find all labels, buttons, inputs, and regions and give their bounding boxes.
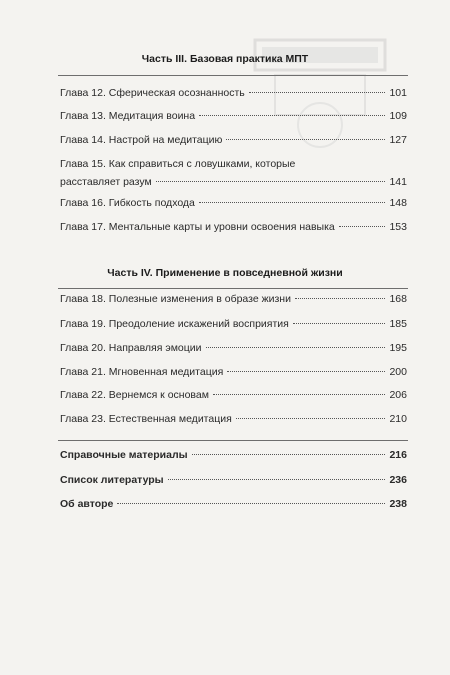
toc-entry-ch20[interactable] bbox=[60, 341, 407, 355]
toc-entry-ch15[interactable] bbox=[60, 157, 407, 189]
leader-dots bbox=[213, 394, 385, 395]
toc-entry-ch12[interactable] bbox=[60, 86, 407, 100]
toc-entry-page: 206 bbox=[389, 389, 407, 401]
toc-entry-title: Глава 14. Настрой на медитацию bbox=[60, 134, 223, 146]
toc-entry-title: Глава 21. Мгновенная медитация bbox=[60, 366, 224, 378]
toc-entry-page: 238 bbox=[389, 498, 407, 510]
toc-entry-page: 101 bbox=[389, 87, 407, 99]
part-4-heading: Часть IV. Применение в повседневной жизни bbox=[107, 267, 343, 279]
toc-entry-ch22[interactable] bbox=[60, 388, 407, 402]
toc-entry-title: Справочные материалы bbox=[60, 449, 188, 461]
leader-dots bbox=[117, 503, 385, 504]
leader-dots bbox=[295, 298, 385, 299]
toc-entry-title: Глава 20. Направляя эмоции bbox=[60, 342, 202, 354]
toc-entry-page: 168 bbox=[389, 293, 407, 305]
toc-entry-ch16[interactable] bbox=[60, 196, 407, 210]
toc-entry-ch14[interactable] bbox=[60, 133, 407, 147]
toc-entry-title: Глава 23. Естественная медитация bbox=[60, 413, 232, 425]
leader-dots bbox=[226, 139, 385, 140]
section-rule bbox=[58, 288, 408, 289]
leader-dots bbox=[206, 347, 386, 348]
leader-dots bbox=[156, 181, 385, 182]
toc-entry-page: 127 bbox=[389, 134, 407, 146]
leader-dots bbox=[249, 92, 385, 93]
leader-dots bbox=[227, 371, 385, 372]
toc-entry-title: Об авторе bbox=[60, 498, 114, 510]
toc-entry-title: Глава 12. Сферическая осознанность bbox=[60, 87, 245, 99]
toc-entry-page: 195 bbox=[389, 342, 407, 354]
toc-entry-title: Глава 16. Гибкость подхода bbox=[60, 197, 195, 209]
toc-entry-title: Список литературы bbox=[60, 474, 164, 486]
leader-dots bbox=[293, 323, 385, 324]
toc-entry-title: Глава 19. Преодоление искажений восприятия bbox=[60, 318, 289, 330]
leader-dots bbox=[199, 202, 385, 203]
section-rule bbox=[58, 75, 408, 76]
toc-entry-page: 109 bbox=[389, 110, 407, 122]
toc-entry-page: 141 bbox=[389, 176, 407, 188]
leader-dots bbox=[236, 418, 385, 419]
toc-entry-title-line2: расставляет разум bbox=[60, 176, 152, 188]
toc-entry-ch21[interactable] bbox=[60, 365, 407, 379]
toc-entry-page: 148 bbox=[389, 197, 407, 209]
toc-entry-title: Глава 17. Ментальные карты и уровни освоения навыка bbox=[60, 221, 335, 233]
part-3-heading: Часть III. Базовая практика МПТ bbox=[141, 53, 309, 65]
leader-dots bbox=[339, 226, 385, 227]
toc-entry-page: 185 bbox=[389, 318, 407, 330]
toc-entry-page: 153 bbox=[389, 221, 407, 233]
section-rule bbox=[58, 440, 408, 441]
toc-entry-title: Глава 18. Полезные изменения в образе жизни bbox=[60, 293, 291, 305]
leader-dots bbox=[168, 479, 385, 480]
toc-entry-about-author[interactable] bbox=[60, 497, 407, 511]
toc-entry-page: 216 bbox=[389, 449, 407, 461]
toc-entry-ch23[interactable] bbox=[60, 412, 407, 426]
leader-dots bbox=[192, 454, 385, 455]
toc-entry-ch17[interactable] bbox=[60, 220, 407, 234]
toc-entry-title: Глава 22. Вернемся к основам bbox=[60, 389, 209, 401]
toc-entry-ch13[interactable] bbox=[60, 109, 407, 123]
toc-entry-title: Глава 13. Медитация воина bbox=[60, 110, 196, 122]
toc-entry-ch19[interactable] bbox=[60, 317, 407, 331]
toc-entry-ch18[interactable] bbox=[60, 292, 407, 306]
leader-dots bbox=[199, 115, 385, 116]
toc-entry-references[interactable] bbox=[60, 448, 407, 462]
toc-entry-page: 200 bbox=[389, 366, 407, 378]
toc-entry-page: 236 bbox=[389, 474, 407, 486]
toc-entry-bibliography[interactable] bbox=[60, 473, 407, 487]
toc-entry-title-line1: Глава 15. Как справиться с ловушками, которые bbox=[60, 158, 296, 170]
toc-entry-page: 210 bbox=[389, 413, 407, 425]
